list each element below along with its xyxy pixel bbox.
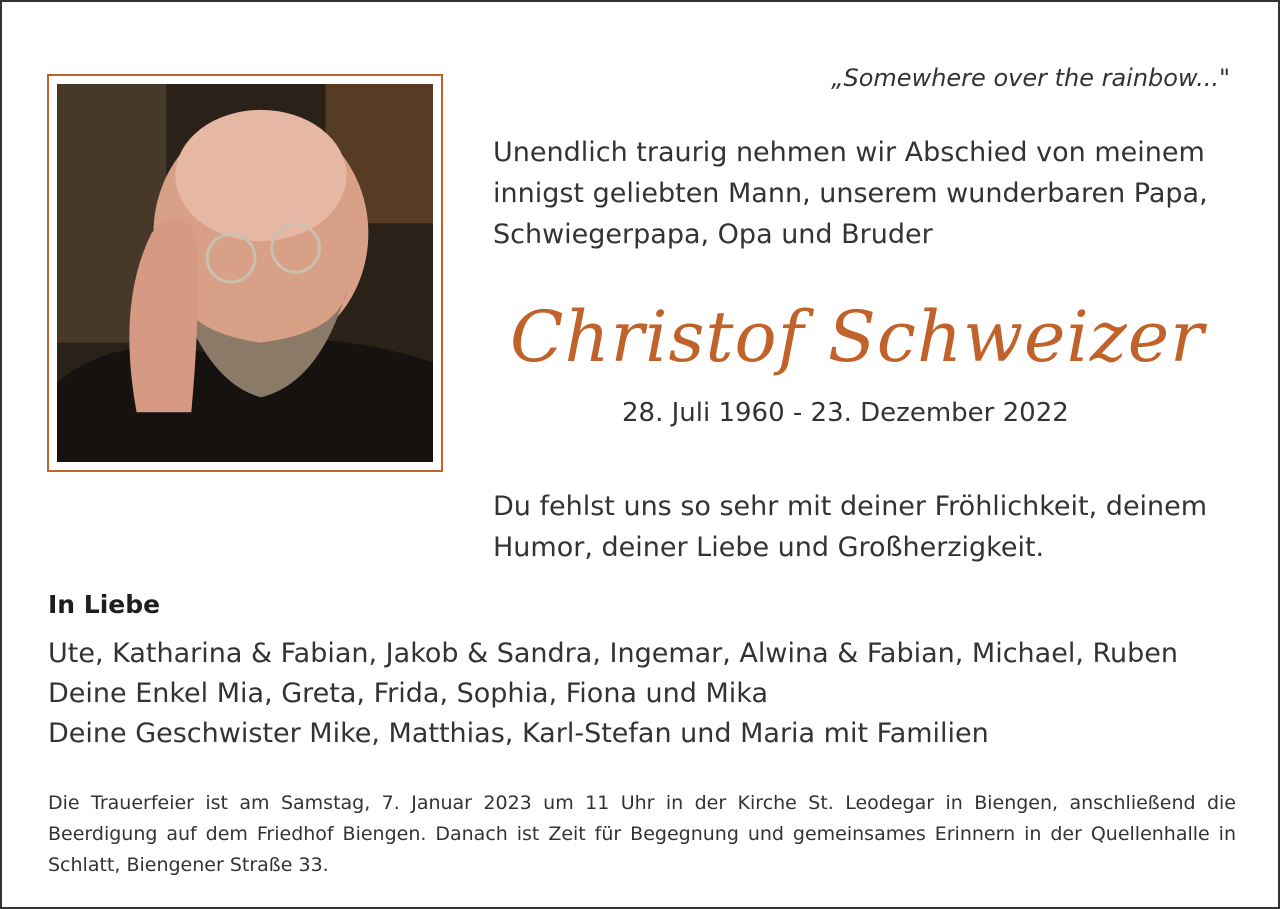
quote-text: „Somewhere over the rainbow..." [831, 64, 1230, 92]
in-love-heading: In Liebe [48, 590, 161, 619]
portrait-photo [57, 84, 433, 462]
family-line-grandchildren: Deine Enkel Mia, Greta, Frida, Sophia, Fiona und Mika [48, 678, 769, 709]
family-list [48, 634, 1268, 754]
family-line-siblings: Deine Geschwister Mike, Matthias, Karl-Stefan und Maria mit Familien [48, 718, 989, 749]
remembrance-text: Du fehlst uns so sehr mit deiner Fröhlichkeit, deinem Humor, deiner Liebe und Großherzigkeit. [493, 491, 1208, 563]
farewell-text: Unendlich traurig nehmen wir Abschied von meinem innigst geliebten Mann, unserem wunderbaren Papa, Schwiegerpapa, Opa und Bruder [493, 137, 1208, 250]
deceased-name: Christof Schweizer [510, 296, 1205, 378]
ceremony-info: Die Trauerfeier ist am Samstag, 7. Januar 2023 um 11 Uhr in der Kirche St. Leodegar in Biengen, anschließend die Beerdigung auf dem Friedhof Biengen. Danach ist Zeit für Begegnung und gemeinsames Erinnern in der Quellenhalle in Schlatt, Biengener Straße 33. [48, 792, 1236, 876]
family-line-relatives: Ute, Katharina & Fabian, Jakob & Sandra, Ingemar, Alwina & Fabian, Michael, Ruben [48, 638, 1179, 669]
portrait-frame [47, 74, 443, 472]
life-dates: 28. Juli 1960 - 23. Dezember 2022 [622, 398, 1069, 428]
portrait-illustration [57, 84, 433, 462]
